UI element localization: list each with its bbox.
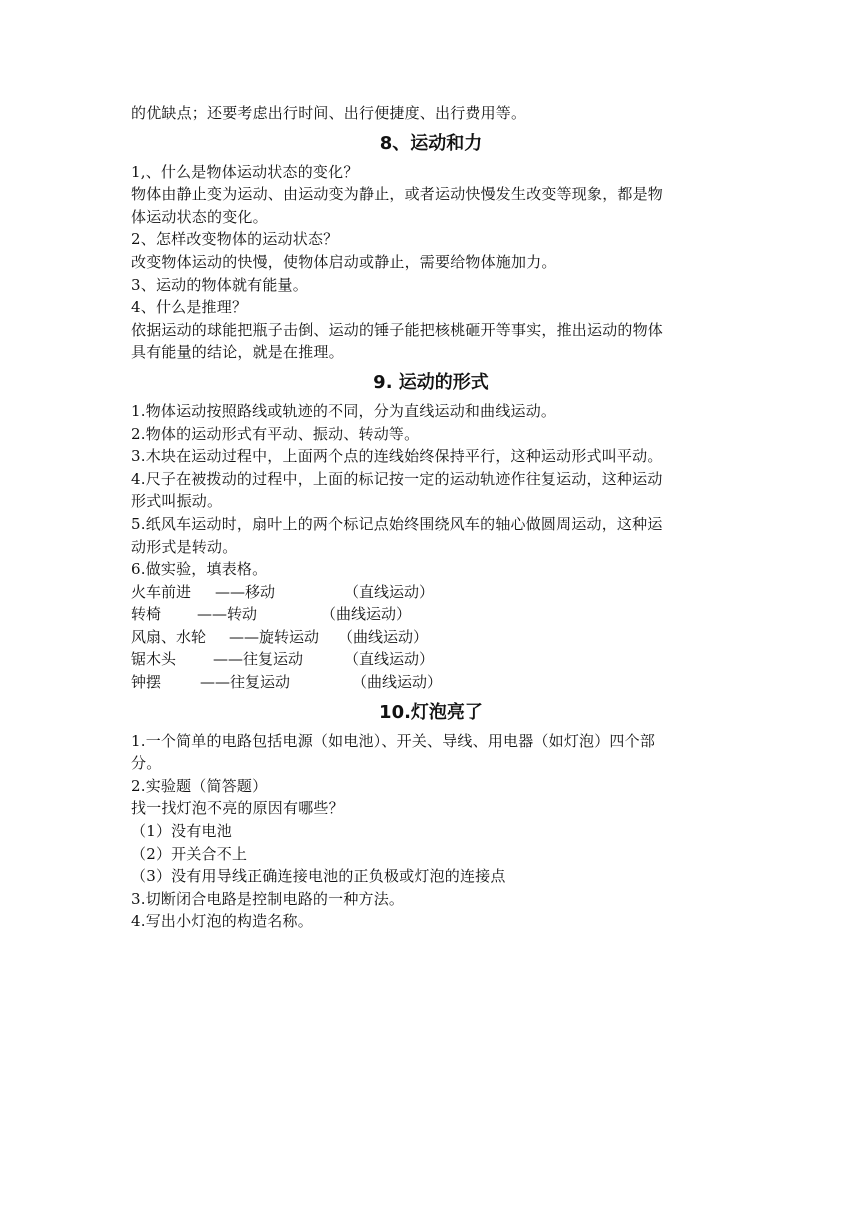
- section-9-line: 6.做实验，填表格。: [131, 560, 268, 579]
- section-9-line: 2.物体的运动形式有平动、振动、转动等。: [131, 424, 420, 443]
- section-9-line: 5.纸风车运动时，扇叶上的两个标记点始终围绕风车的轴心做圆周运动，这种运: [131, 514, 663, 533]
- section-10-line: 3.切断闭合电路是控制电路的一种方法。: [131, 889, 405, 908]
- section-8-title: 8、运动和力: [379, 132, 483, 154]
- motion-type: （曲线运动）: [338, 627, 429, 646]
- motion-table-row: [131, 603, 731, 626]
- section-8-line: 具有能量的结论，就是在推理。: [131, 343, 344, 362]
- motion-table-row: [131, 581, 731, 604]
- motion-kind: ——转动: [197, 605, 258, 624]
- motion-kind: ——往复运动: [213, 650, 304, 669]
- section-8-line: 3、运动的物体就有能量。: [131, 275, 308, 294]
- section-10-title: 10.灯泡亮了: [379, 701, 483, 723]
- section-10-line: 找一找灯泡不亮的原因有哪些？: [131, 799, 344, 818]
- section-10-line: 2.实验题（简答题）: [131, 776, 268, 795]
- section-9-line: 形式叫振动。: [131, 492, 223, 511]
- section-10-line: （3）没有用导线正确连接电池的正负极或灯泡的连接点: [131, 867, 506, 886]
- section-8-line: 依据运动的球能把瓶子击倒、运动的锤子能把核桃砸开等事实，推出运动的物体: [131, 320, 664, 339]
- section-10-line: 1.一个简单的电路包括电源（如电池）、开关、导线、用电器（如灯泡）四个部: [131, 731, 656, 750]
- section-8-line: 1,、什么是物体运动状态的变化？: [131, 162, 359, 181]
- motion-table-row: [131, 671, 731, 694]
- section-8-line: 改变物体运动的快慢，使物体启动或静止，需要给物体施加力。: [131, 252, 557, 271]
- section-9-line: 4.尺子在被拨动的过程中，上面的标记按一定的运动轨迹作往复运动，这种运动: [131, 469, 663, 488]
- section-9-line: 动形式是转动。: [131, 537, 238, 556]
- document-page: [131, 102, 731, 933]
- section-8-line: 4、什么是推理？: [131, 298, 248, 317]
- section-8-line: 体运动状态的变化。: [131, 207, 268, 226]
- motion-object: 风扇、水轮: [131, 627, 207, 646]
- section-10-line: （1）没有电池: [131, 822, 232, 841]
- motion-kind: ——往复运动: [200, 673, 291, 692]
- section-10-line: 4.写出小灯泡的构造名称。: [131, 912, 313, 931]
- motion-type: （曲线运动）: [352, 673, 443, 692]
- section-8-line: 2、怎样改变物体的运动状态？: [131, 230, 339, 249]
- section-9-title: 9. 运动的形式: [373, 371, 489, 393]
- motion-type: （直线运动）: [344, 650, 435, 669]
- section-9-line: 3.木块在运动过程中，上面两个点的连线始终保持平行，这种运动形式叫平动。: [131, 447, 663, 466]
- section-9-line: 1.物体运动按照路线或轨迹的不同，分为直线运动和曲线运动。: [131, 401, 557, 420]
- intro-line: 的优缺点；还要考虑出行时间、出行便捷度、出行费用等。: [131, 104, 527, 122]
- motion-object: 锯木头: [131, 650, 177, 669]
- motion-object: 转椅: [131, 605, 162, 624]
- section-10-line: （2）开关合不上: [131, 844, 248, 863]
- motion-table-row: [131, 648, 731, 671]
- section-8-line: 物体由静止变为运动、由运动变为静止，或者运动快慢发生改变等现象，都是物: [131, 185, 664, 204]
- motion-table-row: [131, 626, 731, 649]
- motion-object: 钟摆: [131, 673, 162, 692]
- motion-type: （曲线运动）: [321, 605, 412, 624]
- motion-type: （直线运动）: [344, 582, 435, 601]
- motion-table: [131, 581, 731, 694]
- section-10-line: 分。: [131, 754, 162, 773]
- motion-object: 火车前进: [131, 582, 192, 601]
- motion-kind: ——旋转运动: [229, 627, 320, 646]
- motion-kind: ——移动: [215, 582, 276, 601]
